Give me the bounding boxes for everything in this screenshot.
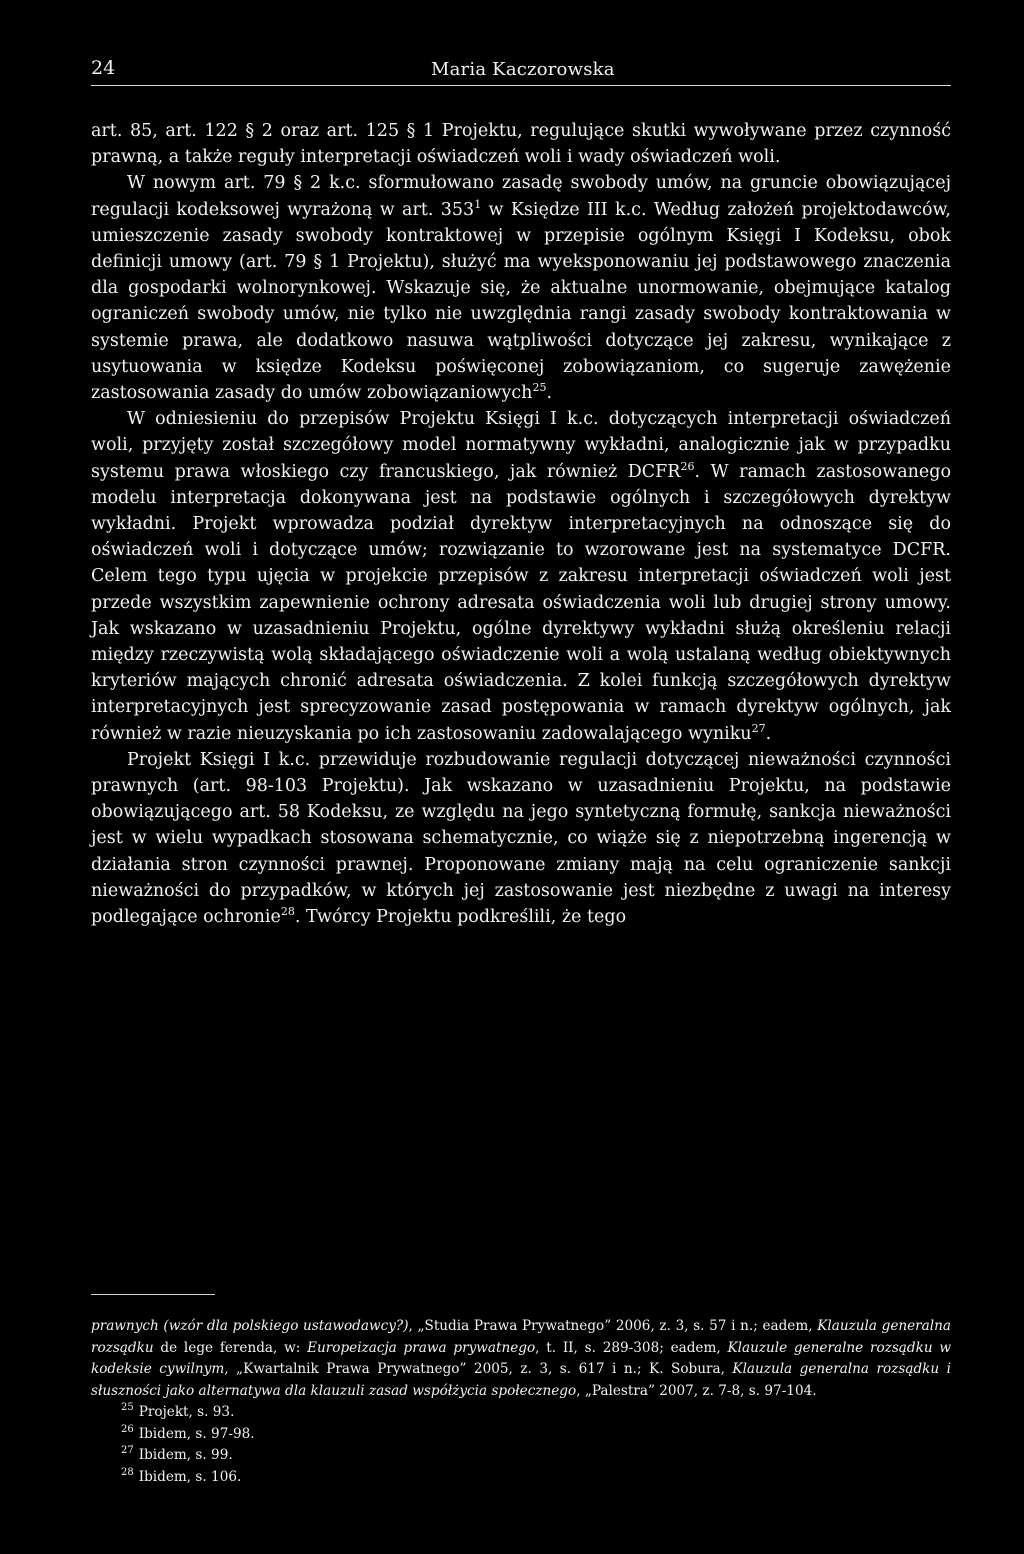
fn-text-2: de lege ferenda, w:	[153, 1339, 308, 1356]
footnote-number: 28	[121, 1466, 134, 1478]
footnote-text: Ibidem, s. 97-98.	[138, 1425, 255, 1442]
footnotes	[91, 1316, 951, 1488]
footnote-number: 26	[121, 1423, 134, 1435]
paragraph-2-text-c: .	[546, 383, 553, 404]
paragraph-3-text-a: W odniesieniu do przepisów Projektu Księgi I k.c. dotyczących interpretacji oświadczeń woli, przyjęty został szczegółowy model normatywny wykładni, analogicznie jak w przypadku systemu prawa włoskiego czy francuskiego, jak również DCFR	[91, 409, 951, 482]
footnote-ref-26: 26	[680, 459, 695, 473]
footnote-number: 25	[121, 1402, 134, 1414]
fn-text-3: , t. II, s. 289-308; eadem,	[535, 1339, 728, 1356]
fn-italic-1: prawnych (wzór dla polskiego ustawodawcy?)	[91, 1318, 409, 1334]
header-rule	[91, 85, 951, 86]
footnote-text: Ibidem, s. 99.	[138, 1447, 233, 1463]
fn-text-1: , „Studia Prawa Prywatnego” 2006, z. 3, s. 57 i n.; eadem,	[408, 1318, 818, 1334]
running-head-author: Maria Kaczorowska	[431, 59, 615, 80]
footnote-ref-27: 27	[751, 721, 766, 735]
footnote-number: 27	[121, 1445, 134, 1457]
fn-italic-2: Klauzula generalna rozsądku	[91, 1318, 951, 1356]
paragraph-1-text: art. 85, art. 122 § 2 oraz art. 125 § 1 Projektu, regulujące skutki wywoływane przez czynność prawną, a także reguły interpretacji oświadczeń woli i wady oświadczeń woli.	[91, 121, 951, 168]
footnote-26	[91, 1424, 951, 1446]
fn-italic-3: Europeizacja prawa prywatnego	[307, 1339, 536, 1356]
footnote-rule	[91, 1294, 215, 1295]
page-number: 24	[91, 57, 116, 79]
footnote-text: Projekt, s. 93.	[138, 1404, 235, 1420]
fn-italic-4: Klauzule generalne rozsądku w kodeksie cywilnym	[91, 1339, 952, 1377]
page-header	[91, 52, 951, 86]
paragraph-2-text-a: W nowym art. 79 § 2 k.c. sformułowano zasadę swobody umów, na gruncie obowiązującej regulacji kodeksowej wyrażoną w art. 353	[91, 173, 951, 220]
paragraph-2-text-b: w Księdze III k.c. Według założeń projektodawców, umieszczenie zasady swobody kontraktowej w przepisie ogólnym Księgi I Kodeksu, obok definicji umowy (art. 79 § 1 Projektu), służyć ma wyeksponowaniu jej podstawowego znaczenia dla gospodarki wolnorynkowej. Wskazuje się, że aktualne unormowanie, obejmujące katalog ograniczeń swobody umów, nie tylko nie uwzględnia rangi zasady swobody kontraktowania w systemie prawa, ale dodatkowo nasuwa wątpliwości dotyczące jej zakresu, wynikające z usytuowania w księdze Kodeksu poświęconej zobowiązaniom, co sugeruje zawężenie zastosowania zasady do umów zobowiązaniowych	[91, 199, 951, 404]
paragraph-3-text-c: .	[765, 723, 772, 744]
fn-text-5: , „Palestra” 2007, z. 7-8, s. 97-104.	[576, 1382, 817, 1399]
footnote-28	[91, 1467, 951, 1489]
superscript-1: 1	[474, 197, 482, 211]
book-page	[91, 52, 952, 1485]
paragraph-1	[91, 118, 951, 170]
paragraph-3	[91, 406, 951, 747]
paragraph-3-text-b: . W ramach zastosowanego modelu interpretacja dokonywana jest na podstawie ogólnych i szczegółowych dyrektyw wykładni. Projekt wprowadza podział dyrektyw interpretacyjnych na odnoszące się do oświadczeń woli i dotyczące umów; rozwiązanie to wzorowane jest na systematyce DCFR. Celem tego typu ujęcia w projekcie przepisów z zakresu interpretacji oświadczeń woli jest przede wszystkim zapewnienie ochrony adresata oświadczenia woli lub drugiej strony umowy. Jak wskazano w uzasadnieniu Projektu, ogólne dyrektywy wykładni służą określeniu relacji między rzeczywistą wolą składającego oświadczenie woli a wolą ustalaną według obiektywnych kryteriów mających chronić adresata oświadczenia. Z kolei funkcją szczegółowych dyrektyw interpretacyjnych jest sprecyzowanie zasad postępowania w ramach dyrektyw ogólnych, jak również w razie nieuzyskania po ich zastosowaniu zadowalającego wyniku	[91, 461, 951, 744]
fn-text-4: , „Kwartalnik Prawa Prywatnego” 2005, z. 3, s. 617 i n.; K. Sobura,	[224, 1361, 733, 1377]
fn-italic-5: Klauzula generalna rozsądku i słuszności jako alternatywa dla klauzuli zasad współżycia społecznego	[91, 1361, 951, 1399]
footnote-ref-28: 28	[280, 905, 295, 919]
paragraph-4	[91, 747, 951, 930]
footnote-text: Ibidem, s. 106.	[138, 1468, 242, 1485]
footnote-continued	[91, 1316, 951, 1402]
paragraph-2	[91, 170, 951, 406]
footnote-ref-25: 25	[532, 381, 547, 395]
paragraph-4-text-b: . Twórcy Projektu podkreślili, że tego	[294, 907, 627, 928]
footnote-27	[91, 1445, 951, 1467]
footnote-25	[91, 1402, 951, 1424]
main-text	[91, 118, 951, 930]
paragraph-4-text-a: Projekt Księgi I k.c. przewiduje rozbudowanie regulacji dotyczącej nieważności czynności prawnych (art. 98-103 Projektu). Jak wskazano w uzasadnieniu Projektu, na podstawie obowiązującego art. 58 Kodeksu, ze względu na jego syntetyczną formułę, sankcja nieważności jest w wielu wypadkach stosowana schematycznie, co wiąże się z niepotrzebną ingerencją w działania stron czynności prawnej. Proponowane zmiany mają na celu ograniczenie sankcji nieważności do przypadków, w których jej zastosowanie jest niezbędne z uwagi na interesy podlegające ochronie	[91, 749, 951, 928]
